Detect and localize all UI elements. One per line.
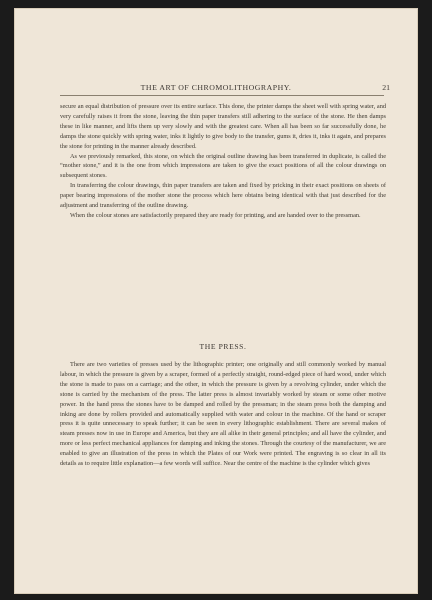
book-page bbox=[14, 8, 418, 594]
header-rule bbox=[60, 95, 384, 96]
paragraph: secure an equal distribution of pressure over its entire surface. This done, the printer damps the sheet well with spring water, and very carefully raises it from the stone, leaving the thin paper transfers still adhering to the surface of the stone. He then damps these in like manner, and lifts them up very slowly and with the greatest care. When all has been so far successfully done, he damps the stone quickly with spring water, inks it lightly to give body to the transfer, gums it, dries it, inks it again, and prepares the stone for printing in the manner already described. bbox=[60, 103, 386, 150]
paragraph: When the colour stones are satisfactorily prepared they are ready for printing, and are handed over to the pressman. bbox=[70, 211, 361, 219]
paragraph: As we previously remarked, this stone, on which the original outline drawing has been transferred in duplicate, is called the “mother stone,” and it is the one from which impressions are taken to give the exact positions of all the colour drawings on subsequent stones. bbox=[60, 152, 386, 180]
paragraph: There are two varieties of presses used by the lithographic printer; one originally and still commonly worked by manual labour, in which the pressure is given by a scraper, formed of a perfectly straight, round-edged piece of hard wood, under which the stone is made to pass on a carriage; and the other, in which the pressure is given by a revolving cylinder, under which the stone is carried by the mechanism of the press. The latter press is almost invariably worked by steam or some other motive power. In the hand press the stones have to be damped and rolled by the pressman; in the steam press both the damping and inking are done by rollers provided and automatically supplied with water and colour in the machine. Of the hand or scraper press it is quite unnecessary to speak further; it can be seen in every lithographic establishment. There are several makes of steam presses now in use in Europe and America, but they are all alike in their general principles; and all have the cylinder, and more or less perfect mechanical appliances for damping and inking the stones. Through the courtesy of the manufacturer, we are enabled to give an illustration of the press in which the Plates of our Work were printed. The engraving is so clear in all its details as to require little explanation—a few words will suffice. Near the centre of the machine is the cylinder which gives bbox=[60, 361, 386, 468]
paragraph: In transferring the colour drawings, thin paper transfers are taken and fixed by pricking in their exact positions on sheets of paper bearing impressions of the mother stone the process which here obtains being identical with that just described for the adjustment and transferring of the outline drawing. bbox=[60, 182, 386, 210]
body-text-top bbox=[60, 102, 386, 221]
page-number: 21 bbox=[382, 83, 390, 92]
section-title: THE PRESS. bbox=[199, 342, 247, 351]
body-text-press bbox=[60, 360, 386, 469]
running-head: THE ART OF CHROMOLITHOGRAPHY. bbox=[140, 83, 292, 92]
